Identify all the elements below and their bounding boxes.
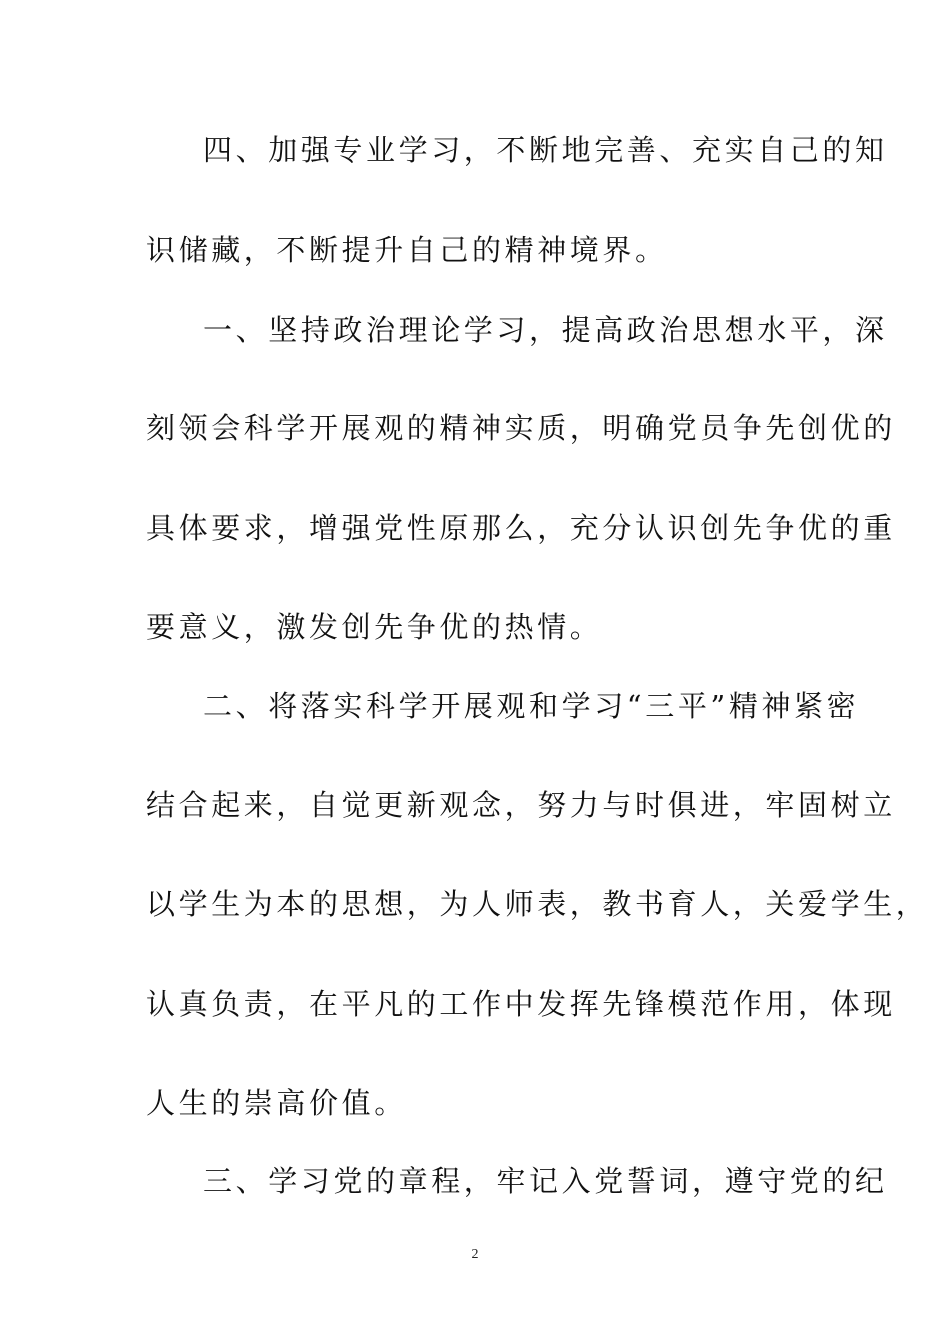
page-number: 2 xyxy=(471,1247,479,1262)
paragraph-line: 以学生为本的思想，为人师表，教书育人，关爱学生， xyxy=(146,887,929,921)
paragraph-line: 结合起来，自觉更新观念，努力与时俱进，牢固树立 xyxy=(146,788,896,822)
paragraph-line: 具体要求，增强党性原那么，充分认识创先争优的重 xyxy=(146,511,896,545)
paragraph-line: 四、加强专业学习，不断地完善、充实自己的知 xyxy=(203,133,888,167)
paragraph-line: 一、坚持政治理论学习，提高政治思想水平，深 xyxy=(203,313,888,347)
paragraph-line: 识储藏，不断提升自己的精神境界。 xyxy=(146,233,668,267)
paragraph-line: 二、将落实科学开展观和学习“三平”精神紧密 xyxy=(203,689,860,723)
paragraph-line: 刻领会科学开展观的精神实质，明确党员争先创优的 xyxy=(146,411,896,445)
paragraph-line: 人生的崇高价值。 xyxy=(146,1086,407,1120)
paragraph-line: 认真负责，在平凡的工作中发挥先锋模范作用，体现 xyxy=(146,987,896,1021)
paragraph-line: 三、学习党的章程，牢记入党誓词，遵守党的纪 xyxy=(203,1164,888,1198)
paragraph-line: 要意义，激发创先争优的热情。 xyxy=(146,610,603,644)
